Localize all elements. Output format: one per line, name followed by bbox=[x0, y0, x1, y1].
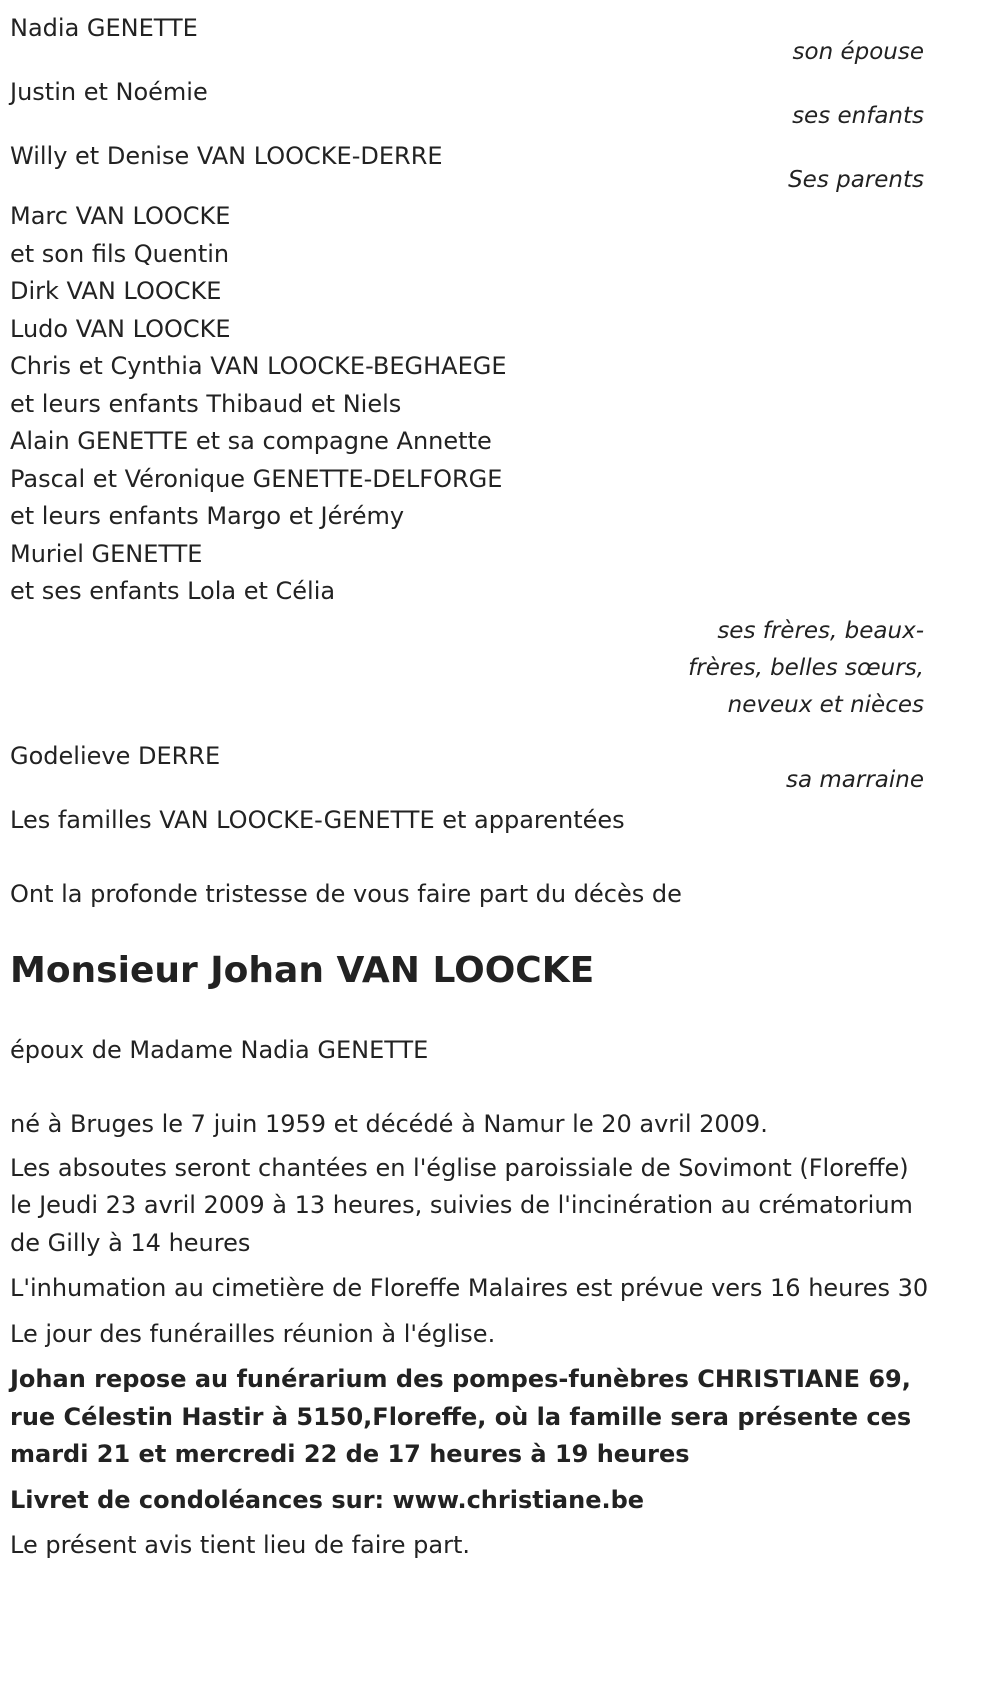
spouse-name: Nadia GENETTE bbox=[10, 14, 198, 42]
parents-role: Ses parents bbox=[788, 167, 924, 193]
sibling-line: Alain GENETTE et sa compagne Annette bbox=[10, 427, 492, 455]
deceased-name: Monsieur Johan VAN LOOCKE bbox=[10, 949, 595, 991]
siblings-role-line: ses frères, beaux- bbox=[717, 617, 924, 644]
sibling-line: Pascal et Véronique GENETTE-DELFORGE bbox=[10, 464, 503, 493]
ceremony-details: Les absoutes seront chantées en l'église paroissiale de Sovimont (Floreffe) le Jeudi 23 avril 2009 à 13 heures, suivies de l'incinération au crématorium de Gilly à 14 heures bbox=[10, 1153, 913, 1257]
godmother-role: sa marraine bbox=[785, 766, 924, 793]
spouse-role: son épouse bbox=[792, 39, 924, 65]
sibling-line: Marc VAN LOOCKE bbox=[10, 202, 231, 230]
announcement-text: Ont la profonde tristesse de vous faire part du décès de bbox=[10, 879, 682, 908]
sibling-line: et ses enfants Lola et Célia bbox=[10, 577, 336, 605]
parents-names: Willy et Denise VAN LOOCKE-DERRE bbox=[10, 142, 443, 170]
condolences-link: Livret de condoléances sur: www.christiane.be bbox=[10, 1485, 645, 1514]
sibling-line: et son fils Quentin bbox=[10, 239, 230, 268]
siblings-role-line: frères, belles sœurs, bbox=[688, 654, 924, 681]
sibling-line: Chris et Cynthia VAN LOOCKE-BEGHAEGE bbox=[10, 352, 507, 380]
funeral-home-details: Johan repose au funérarium des pompes-funèbres CHRISTIANE 69, rue Célestin Hastir à 5150,Floreffe, où la famille sera présente ces mardi 21 et mercredi 22 de 17 heures à 19 heures bbox=[10, 1365, 912, 1468]
deceased-spouse-line: époux de Madame Nadia GENETTE bbox=[10, 1035, 429, 1064]
birth-death-line: né à Bruges le 7 juin 1959 et décédé à Namur le 20 avril 2009. bbox=[10, 1109, 768, 1138]
siblings-list bbox=[10, 198, 990, 611]
sibling-line: et leurs enfants Thibaud et Niels bbox=[10, 389, 402, 418]
sibling-line: Dirk VAN LOOCKE bbox=[10, 277, 222, 305]
families-line: Les familles VAN LOOCKE-GENETTE et apparentées bbox=[10, 805, 625, 834]
children-names: Justin et Noémie bbox=[10, 78, 208, 106]
sibling-line: Ludo VAN LOOCKE bbox=[10, 314, 231, 343]
burial-details: L'inhumation au cimetière de Floreffe Malaires est prévue vers 16 heures 30 bbox=[10, 1274, 929, 1302]
children-role: ses enfants bbox=[792, 103, 924, 129]
siblings-role-line: neveux et nièces bbox=[727, 691, 924, 718]
sibling-line: Muriel GENETTE bbox=[10, 539, 203, 568]
siblings-role bbox=[10, 613, 990, 724]
godmother-name: Godelieve DERRE bbox=[10, 741, 221, 770]
meeting-details: Le jour des funérailles réunion à l'église. bbox=[10, 1319, 496, 1348]
notice-line: Le présent avis tient lieu de faire part. bbox=[10, 1531, 470, 1559]
sibling-line: et leurs enfants Margo et Jérémy bbox=[10, 502, 405, 530]
